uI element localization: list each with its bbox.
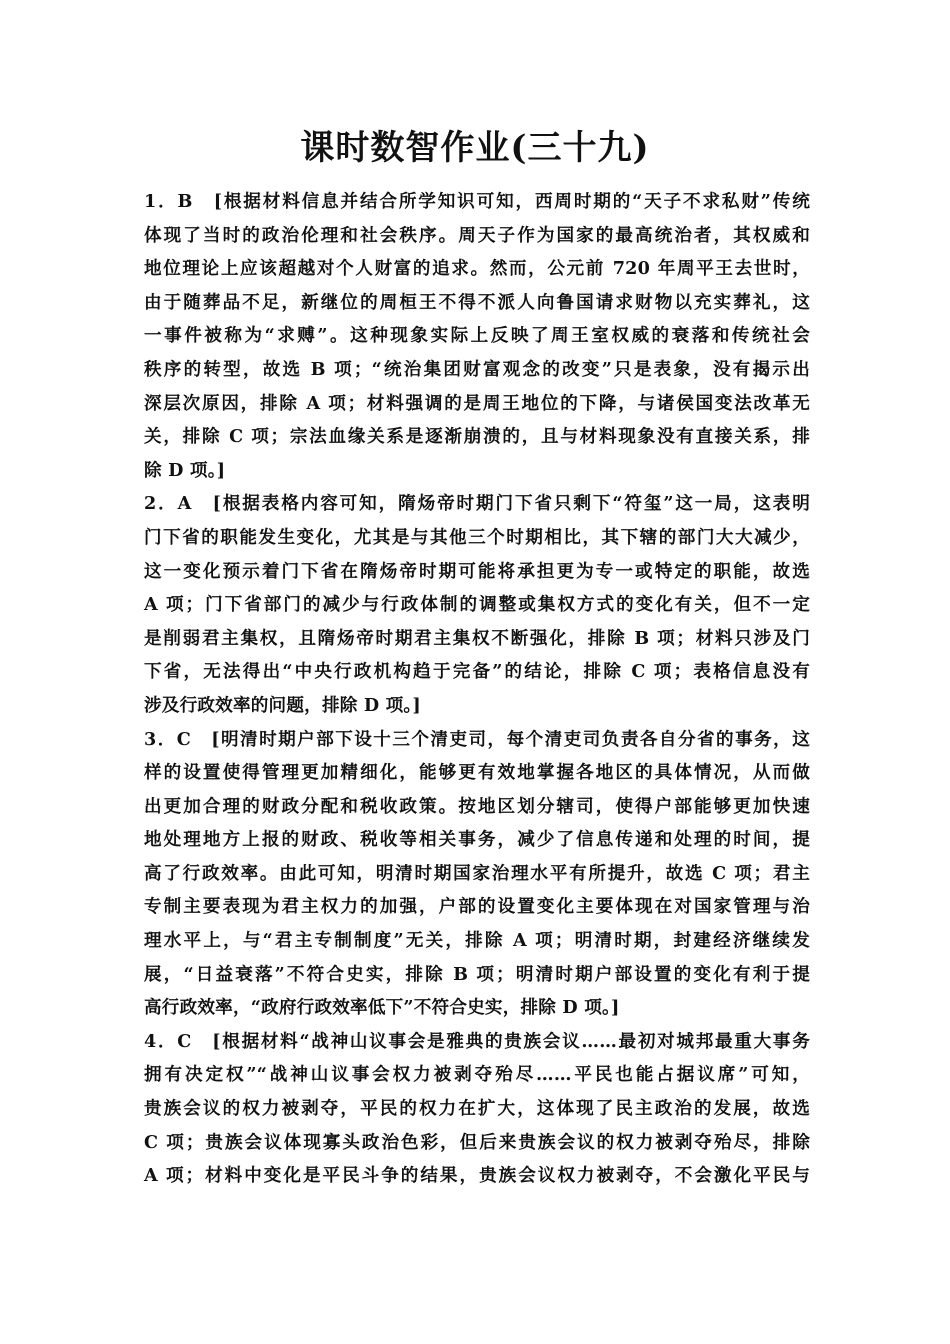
text-line: 下省，无法得出“中央行政机构趋于完备”的结论，排除 C 项；表格信息没有 — [144, 661, 810, 683]
text-line: C 项；贵族会议体现寡头政治色彩，但后来贵族会议的权力被剥夺殆尽，排除 — [144, 1131, 810, 1153]
text-line: 一事件被称为“求赙”。这种现象实际上反映了周王室权威的衰落和传统社会 — [144, 325, 810, 347]
answer-item-2 — [144, 487, 810, 722]
text-line: 展，“日益衰落”不符合史实，排除 B 项；明清时期户部设置的变化有利于提 — [144, 963, 810, 985]
answer-item-4 — [144, 1025, 810, 1193]
answer-list — [144, 185, 810, 1193]
text-line: 门下省的职能发生变化，尤其是与其他三个时期相比，其下辖的部门大大减少， — [144, 526, 810, 548]
text-line: 理水平上，与“君主专制制度”无关，排除 A 项；明清时期，封建经济继续发 — [144, 930, 810, 952]
text-line: 1．B [根据材料信息并结合所学知识可知，西周时期的“天子不求私财”传统 — [144, 191, 810, 212]
text-line: 3．C [明清时期户部下设十三个清吏司，每个清吏司负责各自分省的事务，这 — [144, 728, 810, 750]
answer-item-1 — [144, 185, 810, 487]
text-line: 出更加合理的财政分配和税收政策。按地区划分辖司，使得户部能够更加快速 — [144, 795, 810, 817]
text-line: 体现了当时的政治伦理和社会秩序。周天子作为国家的最高统治者，其权威和 — [144, 224, 810, 246]
text-line: 地处理地方上报的财政、税收等相关事务，减少了信息传递和处理的时间，提 — [144, 829, 810, 851]
text-line: 深层次原因，排除 A 项；材料强调的是周王地位的下降，与诸侯国变法改革无 — [144, 392, 810, 414]
text-line: 涉及行政效率的问题，排除 D 项。] — [144, 694, 421, 716]
text-line: 关，排除 C 项；宗法血缘关系是逐渐崩溃的，且与材料现象没有直接关系，排 — [144, 426, 810, 448]
text-line: 专制主要表现为君主权力的加强，户部的设置变化主要体现在对国家管理与治 — [144, 896, 810, 918]
text-line: 高了行政效率。由此可知，明清时期国家治理水平有所提升，故选 C 项；君主 — [144, 862, 810, 884]
answer-item-3 — [144, 723, 810, 1025]
text-line: 2．A [根据表格内容可知，隋炀帝时期门下省只剩下“符玺”这一局，这表明 — [144, 493, 810, 515]
text-line: 4．C [根据材料“战神山议事会是雅典的贵族会议……最初对城邦最重大事务 — [144, 1030, 810, 1052]
text-line: 贵族会议的权力被剥夺，平民的权力在扩大，这体现了民主政治的发展，故选 — [144, 1098, 810, 1120]
text-line: A 项；材料中变化是平民斗争的结果，贵族会议权力被剥夺，不会激化平民与 — [144, 1165, 810, 1187]
text-line: 秩序的转型，故选 B 项；“统治集团财富观念的改变”只是表象，没有揭示出 — [144, 358, 810, 380]
text-line: 地位理论上应该超越对个人财富的追求。然而，公元前 720 年周平王去世时， — [144, 258, 810, 280]
text-line: 由于随葬品不足，新继位的周桓王不得不派人向鲁国请求财物以充实葬礼，这 — [144, 291, 810, 313]
text-line: 除 D 项。] — [144, 459, 226, 481]
page-title: 课时数智作业(三十九) — [300, 128, 650, 168]
text-line: 样的设置使得管理更加精细化，能够更有效地掌握各地区的具体情况，从而做 — [144, 762, 810, 784]
text-line: 是削弱君主集权，且隋炀帝时期君主集权不断强化，排除 B 项；材料只涉及门 — [144, 627, 810, 649]
text-line: 这一变化预示着门下省在隋炀帝时期可能将承担更为专一或特定的职能，故选 — [144, 560, 810, 582]
text-line: A 项；门下省部门的减少与行政体制的调整或集权方式的变化有关，但不一定 — [144, 594, 810, 616]
text-line: 拥有决定权”“战神山议事会权力被剥夺殆尽……平民也能占据议席”可知， — [144, 1064, 810, 1086]
text-line: 高行政效率，“政府行政效率低下”不符合史实，排除 D 项。] — [144, 997, 620, 1019]
